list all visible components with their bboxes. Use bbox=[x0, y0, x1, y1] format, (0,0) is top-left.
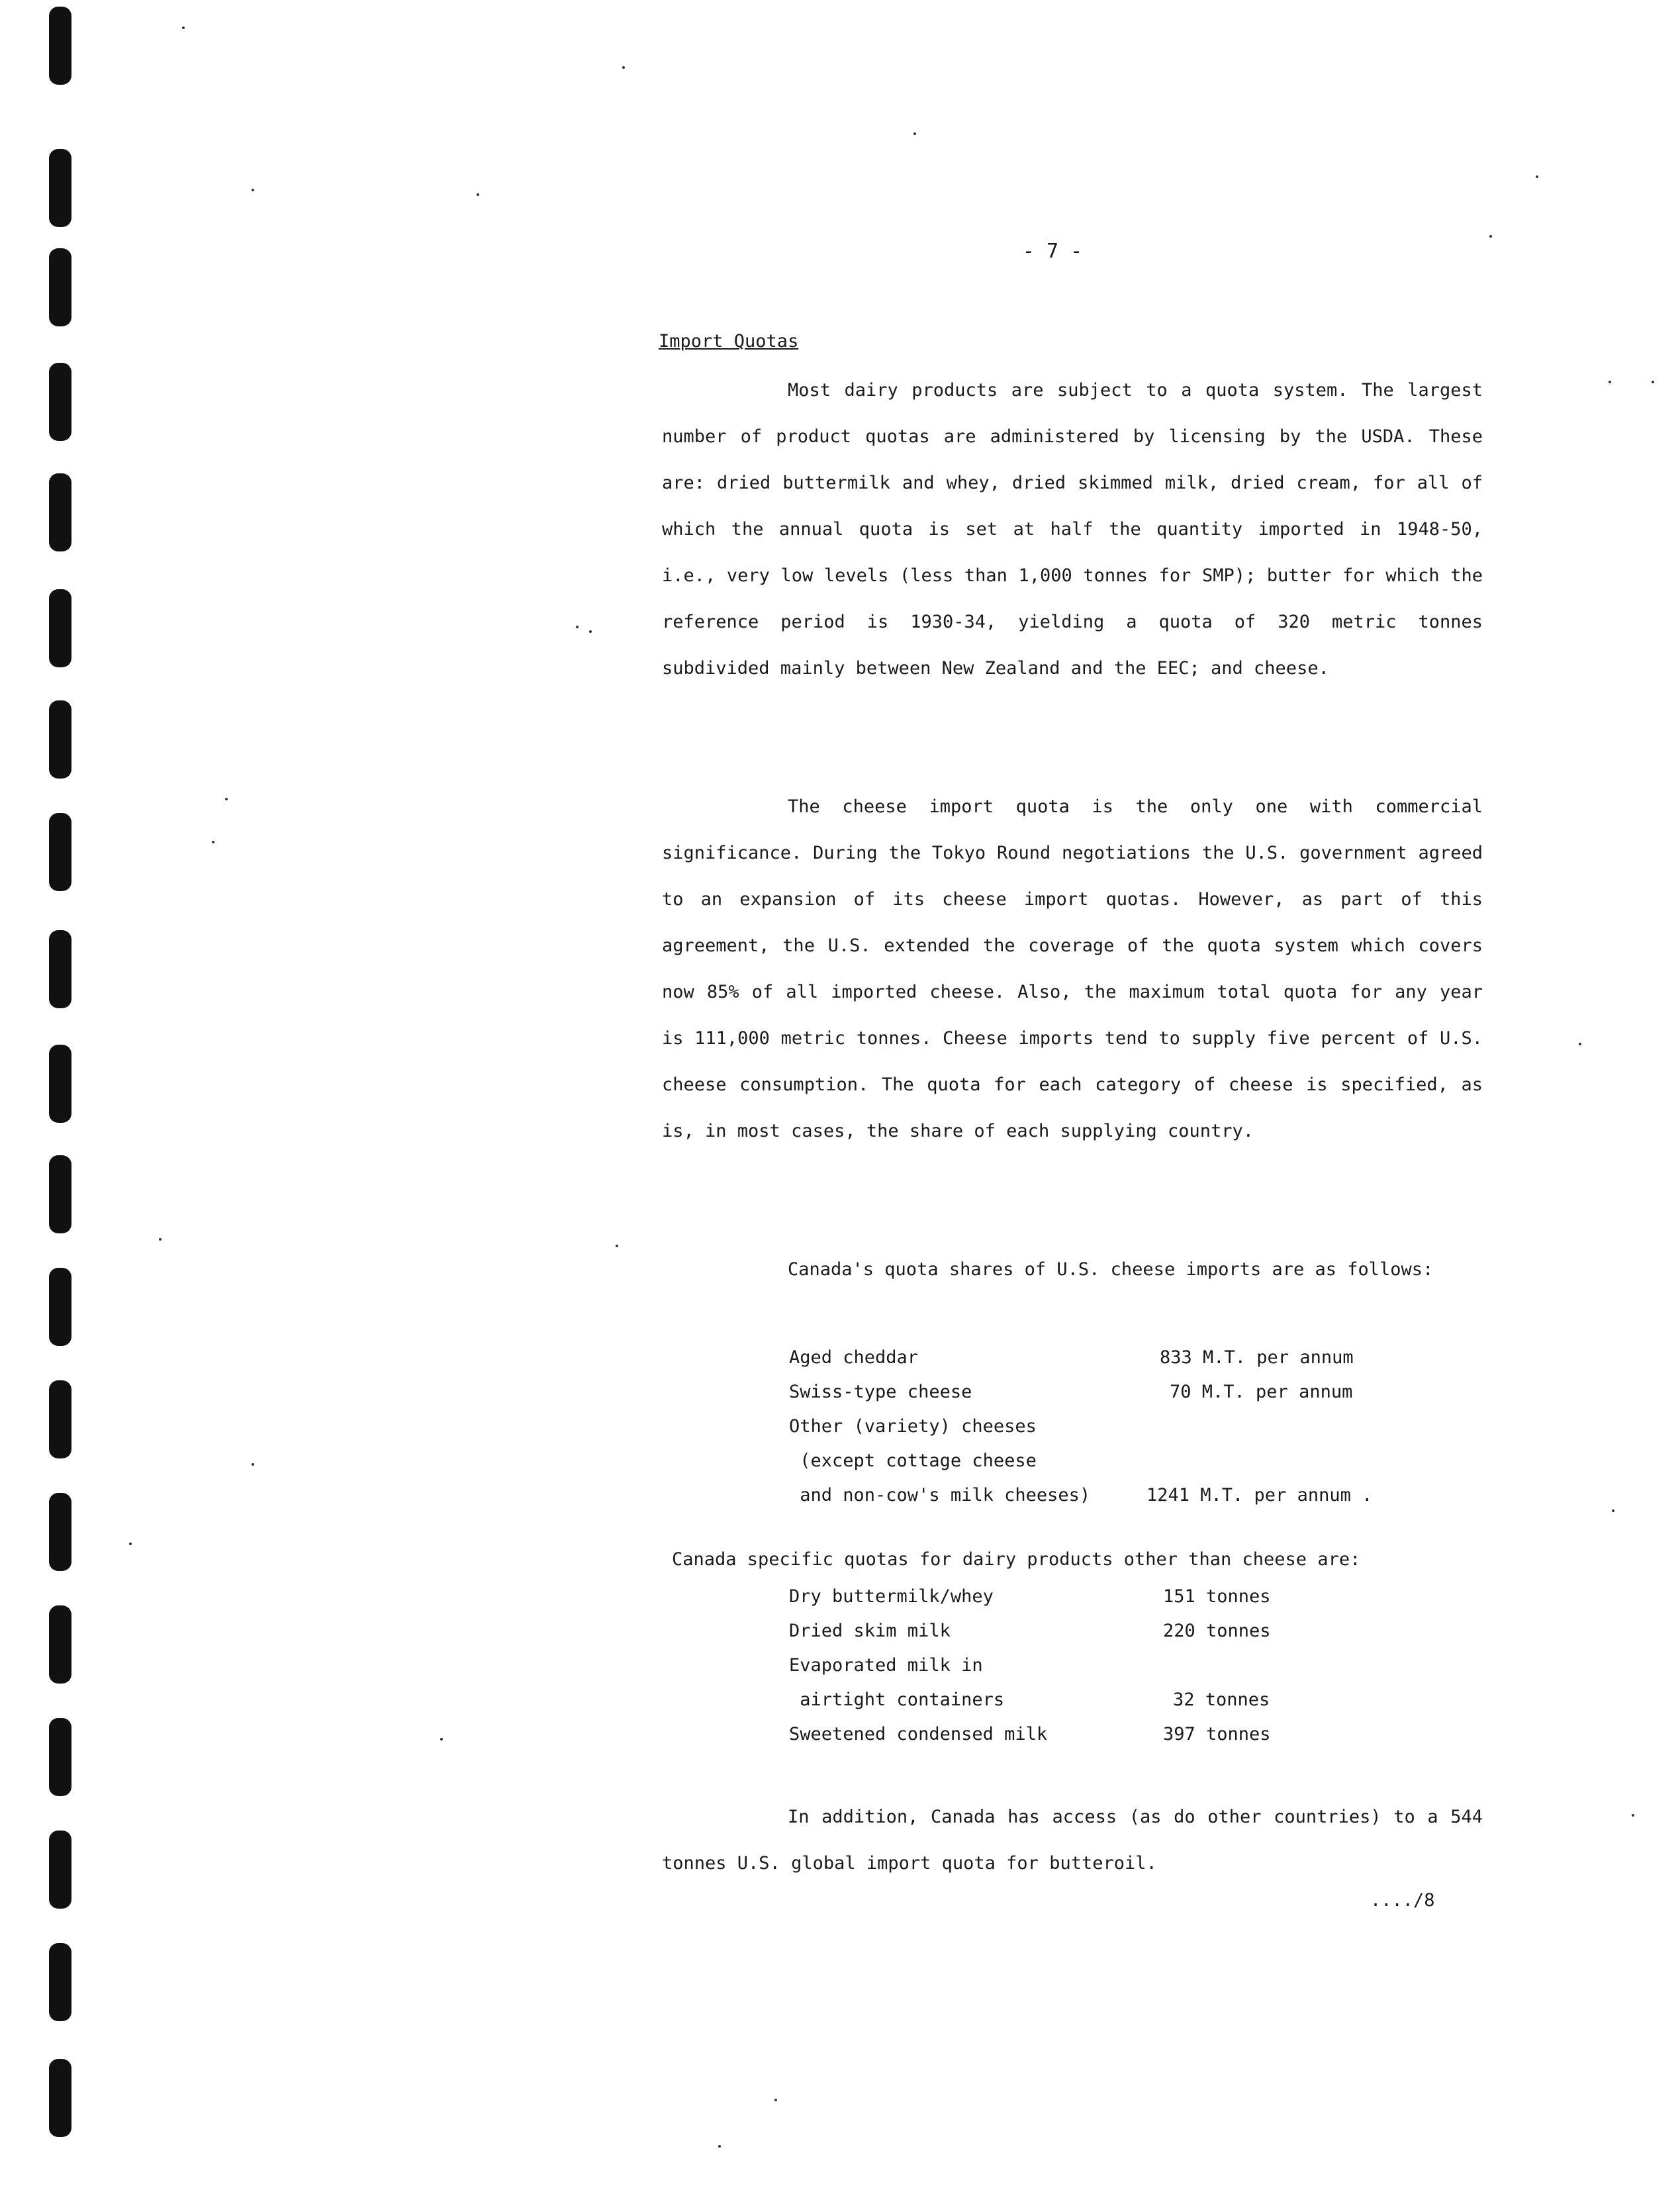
paragraph-text: Most dairy products are subject to a quota system. The largest number of product quotas are administered by licensing by the USDA. These are: dried buttermilk and whey, dried skimmed milk, dried cream, for all of which the annual quota is set at half the quantity imported in 1948-50, i.e., very low levels (less than 1,000 tonnes for SMP); butter for which the reference period is 1930-34, yielding a quota of 320 metric tonnes subdivided mainly between New Zealand and the EEC; and cheese. bbox=[662, 380, 1483, 679]
table-row bbox=[789, 1648, 1385, 1683]
punch-mark bbox=[49, 813, 71, 891]
quota-label: (except cottage cheese bbox=[789, 1451, 1037, 1471]
punch-mark bbox=[49, 149, 71, 227]
paragraph-text: In addition, Canada has access (as do other countries) to a 544 tonnes U.S. global import quota for butteroil. bbox=[662, 1807, 1483, 1874]
quota-amount: 397 tonnes bbox=[1163, 1724, 1271, 1744]
table-row bbox=[789, 1717, 1385, 1752]
punch-mark bbox=[49, 363, 71, 441]
speck bbox=[225, 798, 228, 800]
paragraph-cheese-quota bbox=[662, 784, 1483, 1155]
speck bbox=[774, 2099, 777, 2101]
punch-mark bbox=[49, 1493, 71, 1571]
speck bbox=[1612, 1509, 1614, 1512]
speck bbox=[252, 189, 254, 191]
speck bbox=[1579, 1043, 1581, 1045]
paragraph-butteroil bbox=[662, 1794, 1483, 1887]
table-row bbox=[789, 1409, 1484, 1444]
table-row bbox=[789, 1375, 1484, 1409]
paragraph-text: Canada's quota shares of U.S. cheese imports are as follows: bbox=[788, 1259, 1434, 1280]
cheese-quota-table bbox=[789, 1341, 1484, 1513]
punch-mark bbox=[49, 473, 71, 551]
punch-mark bbox=[49, 1943, 71, 2021]
punch-mark bbox=[49, 1045, 71, 1123]
quota-label: Swiss-type cheese bbox=[789, 1382, 972, 1402]
page-number: - 7 - bbox=[1022, 240, 1083, 263]
speck bbox=[1652, 381, 1654, 383]
dairy-quota-table bbox=[789, 1580, 1385, 1752]
quota-amount: 220 tonnes bbox=[1163, 1621, 1271, 1641]
table-row bbox=[789, 1614, 1385, 1648]
punch-mark bbox=[49, 700, 71, 779]
page-continuation: ..../8 bbox=[1370, 1890, 1435, 1911]
punch-mark bbox=[49, 1380, 71, 1458]
speck bbox=[440, 1738, 443, 1740]
punch-mark bbox=[49, 1831, 71, 1909]
quota-label: Other (variety) cheeses bbox=[789, 1416, 1037, 1437]
speck bbox=[252, 1463, 254, 1466]
speck bbox=[589, 630, 592, 633]
speck bbox=[622, 66, 625, 69]
punch-mark bbox=[49, 1718, 71, 1796]
punch-mark bbox=[49, 2059, 71, 2137]
speck bbox=[1632, 1814, 1634, 1817]
punch-mark bbox=[49, 1155, 71, 1233]
speck bbox=[212, 841, 214, 843]
speck bbox=[913, 132, 916, 135]
speck bbox=[616, 1245, 618, 1247]
speck bbox=[1536, 175, 1538, 178]
speck bbox=[1609, 381, 1611, 383]
punch-mark bbox=[49, 930, 71, 1008]
speck bbox=[182, 26, 185, 29]
quota-label: Evaporated milk in bbox=[789, 1655, 983, 1676]
speck bbox=[1489, 235, 1492, 238]
quota-amount: 70 M.T. per annum bbox=[1170, 1382, 1353, 1402]
quota-label: and non-cow's milk cheeses) bbox=[789, 1485, 1091, 1505]
table-row bbox=[789, 1580, 1385, 1614]
quota-label: Dry buttermilk/whey bbox=[789, 1586, 994, 1607]
punch-mark bbox=[49, 7, 71, 85]
punch-mark bbox=[49, 1268, 71, 1346]
paragraph-canada-cheese-intro bbox=[662, 1247, 1483, 1293]
quota-label: Aged cheddar bbox=[789, 1347, 919, 1368]
speck bbox=[718, 2145, 721, 2148]
dairy-quotas-intro: Canada specific quotas for dairy products other than cheese are: bbox=[672, 1549, 1361, 1570]
quota-label: Sweetened condensed milk bbox=[789, 1724, 1048, 1744]
table-row bbox=[789, 1341, 1484, 1375]
quota-amount: 151 tonnes bbox=[1163, 1586, 1271, 1607]
paragraph-quota-system bbox=[662, 367, 1483, 692]
speck bbox=[159, 1238, 162, 1241]
quota-amount: 32 tonnes bbox=[1173, 1690, 1270, 1710]
punch-mark bbox=[49, 589, 71, 667]
punch-mark bbox=[49, 1605, 71, 1684]
quota-amount: 1241 M.T. per annum . bbox=[1146, 1485, 1373, 1505]
table-row bbox=[789, 1683, 1385, 1717]
punch-mark bbox=[49, 248, 71, 326]
speck bbox=[576, 626, 579, 628]
quota-label: airtight containers bbox=[789, 1690, 1005, 1710]
table-row bbox=[789, 1444, 1484, 1478]
table-row bbox=[789, 1478, 1484, 1513]
speck bbox=[477, 193, 479, 196]
quota-amount: 833 M.T. per annum bbox=[1160, 1347, 1354, 1368]
section-heading: Import Quotas bbox=[659, 331, 799, 352]
speck bbox=[129, 1543, 132, 1545]
paragraph-text: The cheese import quota is the only one with commercial significance. During the Tokyo Round negotiations the U.S. government agreed to an expansion of its cheese import quotas. However, as part of this agreement, the U.S. extended the coverage of the quota system which covers now 85% of all imported cheese. Also, the maximum total quota for any year is 111,000 metric tonnes. Cheese imports tend to supply five percent of U.S. cheese consumption. The quota for each category of cheese is specified, as is, in most cases, the share of each supplying country. bbox=[662, 796, 1483, 1141]
quota-label: Dried skim milk bbox=[789, 1621, 951, 1641]
